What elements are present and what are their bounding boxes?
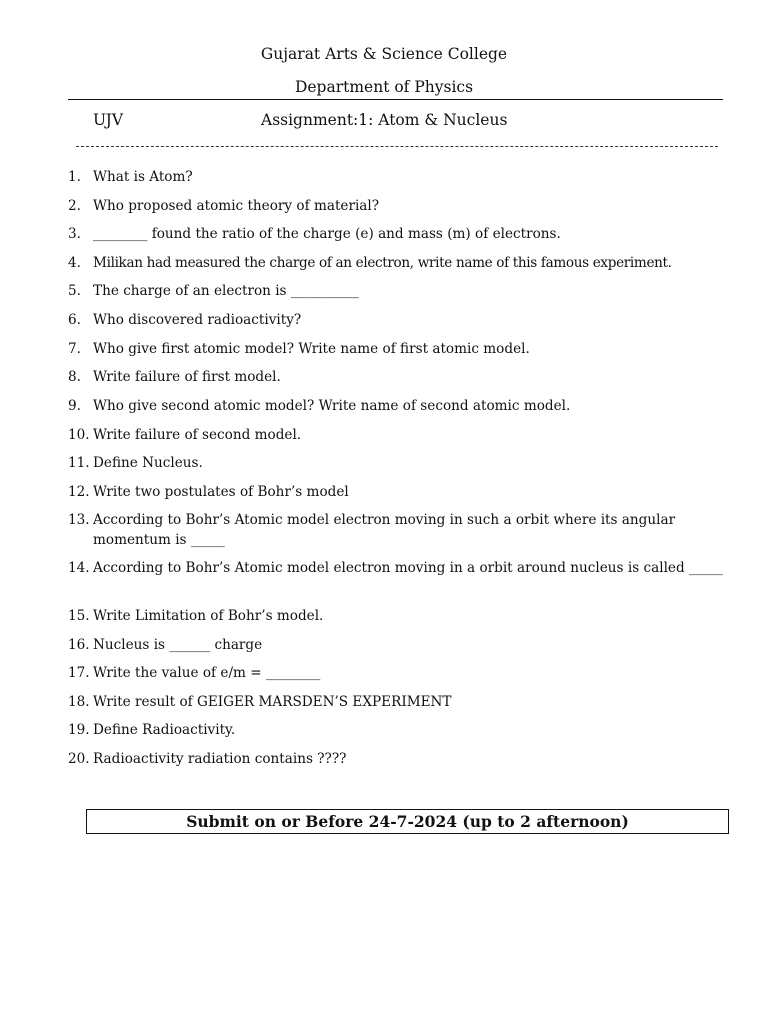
submission-deadline-box: Submit on or Before 24-7-2024 (up to 2 afternoon): [86, 809, 729, 834]
course-code: UJV: [93, 111, 124, 129]
question-item: [68, 750, 728, 770]
question-text: Define Radioactivity.: [93, 722, 236, 738]
question-text: Who proposed atomic theory of material?: [93, 198, 380, 214]
question-text: Who give second atomic model? Write name of second atomic model.: [93, 398, 571, 414]
question-number: 15.: [68, 608, 90, 624]
question-number: 11.: [68, 455, 90, 471]
department-name: Department of Physics: [294, 78, 474, 96]
question-number: 17.: [68, 665, 90, 681]
question-item: [68, 397, 728, 417]
question-item: [68, 340, 728, 360]
question-text: According to Bohr’s Atomic model electron moving in such a orbit where its angular momentum is _____: [93, 512, 676, 548]
question-item: [68, 511, 728, 550]
question-number: 1.: [68, 169, 81, 185]
question-item: [68, 225, 728, 245]
question-number: 10.: [68, 427, 90, 443]
question-item: [68, 607, 728, 627]
question-text: Write two postulates of Bohr’s model: [93, 484, 349, 500]
question-item: [68, 311, 728, 331]
question-number: 20.: [68, 751, 90, 767]
question-text: Milikan had measured the charge of an electron, write name of this famous experiment.: [93, 255, 672, 271]
question-number: 14.: [68, 560, 90, 576]
question-item: [68, 254, 728, 274]
assignment-title: Assignment:1: Atom & Nucleus: [261, 111, 508, 129]
question-number: 13.: [68, 512, 90, 528]
question-number: 19.: [68, 722, 90, 738]
question-text: Radioactivity radiation contains ????: [93, 751, 347, 767]
question-item: [68, 636, 728, 656]
question-text: Write result of GEIGER MARSDEN’S EXPERIMENT: [93, 694, 452, 710]
question-text: Write failure of second model.: [93, 427, 302, 443]
question-number: 8.: [68, 369, 81, 385]
question-item: [68, 197, 728, 217]
header-rule: [68, 99, 723, 100]
question-text: Who discovered radioactivity?: [93, 312, 302, 328]
question-number: 12.: [68, 484, 90, 500]
question-text: Who give first atomic model? Write name of first atomic model.: [93, 341, 530, 357]
question-item: [68, 426, 728, 446]
question-number: 3.: [68, 226, 81, 242]
question-text: ________ found the ratio of the charge (e) and mass (m) of electrons.: [93, 226, 561, 242]
question-text: Write Limitation of Bohr’s model.: [93, 608, 324, 624]
question-number: 7.: [68, 341, 81, 357]
question-number: 18.: [68, 694, 90, 710]
question-number: 6.: [68, 312, 81, 328]
question-item: [68, 693, 728, 713]
question-number: 16.: [68, 637, 90, 653]
question-number: 4.: [68, 255, 81, 271]
question-item: [68, 282, 728, 302]
question-text: According to Bohr’s Atomic model electron moving in a orbit around nucleus is called _____: [93, 560, 723, 576]
question-item: [68, 168, 728, 188]
question-item: [68, 559, 728, 579]
question-item: [68, 454, 728, 474]
question-item: [68, 368, 728, 388]
question-text: The charge of an electron is __________: [93, 283, 359, 299]
dashed-separator: [76, 146, 718, 147]
question-item: [68, 483, 728, 503]
question-text: Write failure of first model.: [93, 369, 281, 385]
college-name: Gujarat Arts & Science College: [260, 45, 508, 63]
question-text: What is Atom?: [93, 169, 193, 185]
question-number: 9.: [68, 398, 81, 414]
question-text: Define Nucleus.: [93, 455, 203, 471]
question-text: Nucleus is ______ charge: [93, 637, 263, 653]
question-number: 5.: [68, 283, 81, 299]
question-text: Write the value of e/m = ________: [93, 665, 321, 681]
question-item: [68, 721, 728, 741]
question-number: 2.: [68, 198, 81, 214]
question-item: [68, 664, 728, 684]
